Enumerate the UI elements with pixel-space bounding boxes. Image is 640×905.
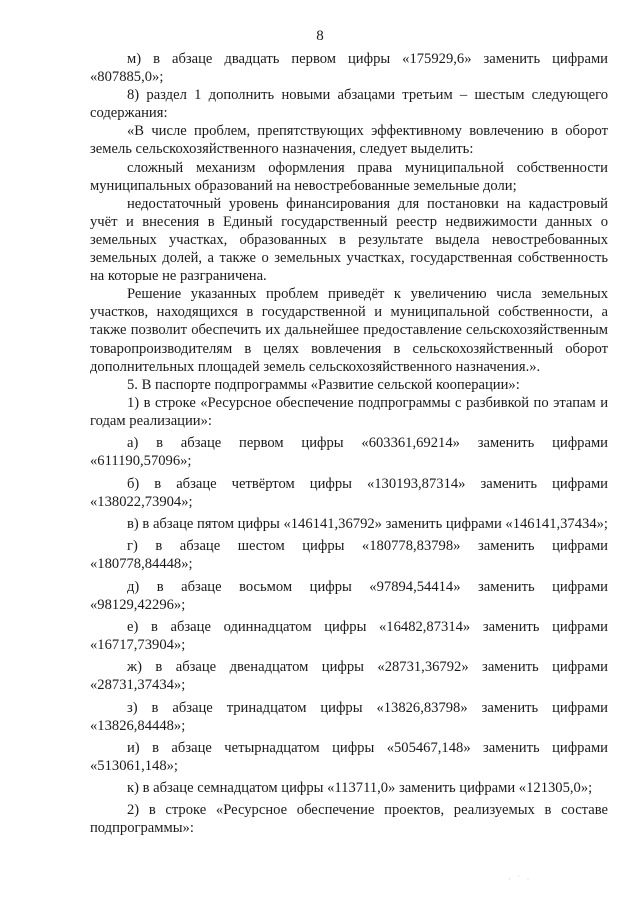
paragraph-item-d: д) в абзаце восьмом цифры «97894,54414» заменить цифрами «98129,42296»; bbox=[90, 578, 608, 613]
paragraph-problem-1: сложный механизм оформления права муниципальной собственности муниципальных образований на невостребованные земельные доли; bbox=[90, 159, 608, 194]
paragraph-item-b: б) в абзаце четвёртом цифры «130193,87314» заменить цифрами «138022,73904»; bbox=[90, 475, 608, 510]
paragraph-item-i: и) в абзаце четырнадцатом цифры «505467,148» заменить цифрами «513061,148»; bbox=[90, 740, 608, 775]
paragraph-item-g: г) в абзаце шестом цифры «180778,83798» заменить цифрами «180778,84448»; bbox=[90, 538, 608, 573]
paragraph-item-z: з) в абзаце тринадцатом цифры «13826,83798» заменить цифрами «13826,84448»; bbox=[90, 699, 608, 734]
page-number: 8 bbox=[316, 28, 324, 44]
paragraph-solution: Решение указанных проблем приведёт к увеличению числа земельных участков, находящихся в государственной и муниципальной собственности, а также позволит обеспечить их дальнейшее предоставление сельскохозяйственным товаропроизводителям в целях вовлечения в сельскохозяйственный оборот дополнительных площадей земель сельскохозяйственного назначения.». bbox=[90, 286, 608, 375]
paragraph-section-5: 5. В паспорте подпрограммы «Развитие сельской кооперации»: bbox=[127, 376, 520, 393]
paragraph-item-zh: ж) в абзаце двенадцатом цифры «28731,36792» заменить цифрами «28731,37434»; bbox=[90, 659, 608, 694]
paragraph-quote-intro: «В числе проблем, препятствующих эффективному вовлечению в оборот земель сельскохозяйственного назначения, следует выделить: bbox=[90, 123, 608, 158]
paragraph-item-1: 1) в строке «Ресурсное обеспечение подпрограммы с разбивкой по этапам и годам реализации»: bbox=[90, 394, 608, 429]
paragraph-item-2: 2) в строке «Ресурсное обеспечение проектов, реализуемых в составе подпрограммы»: bbox=[90, 801, 608, 836]
paragraph-item-k: к) в абзаце семнадцатом цифры «113711,0» заменить цифрами «121305,0»; bbox=[127, 780, 593, 797]
paragraph-item-a: а) в абзаце первом цифры «603361,69214» заменить цифрами «611190,57096»; bbox=[90, 435, 608, 470]
paragraph-item-m: м) в абзаце двадцать первом цифры «175929,6» заменить цифрами «807885,0»; bbox=[90, 51, 608, 86]
paragraph-problem-2: недостаточный уровень финансирования для постановки на кадастровый учёт и внесения в Единый государственный реестр недвижимости данных о земельных участках, образованных в результате выдела невостребованных земельных долей, а также о земельных участках, государственная собственность на которые не разграничена. bbox=[90, 195, 608, 285]
document-body bbox=[90, 50, 608, 837]
paragraph-item-v: в) в абзаце пятом цифры «146141,36792» заменить цифрами «146141,37434»; bbox=[127, 515, 608, 532]
paragraph-item-e: е) в абзаце одиннадцатом цифры «16482,87314» заменить цифрами «16717,73904»; bbox=[90, 618, 608, 654]
paragraph-section-8: 8) раздел 1 дополнить новыми абзацами третьим – шестым следующего содержания: bbox=[90, 87, 608, 122]
scan-noise-mark: · ˙ · bbox=[508, 874, 532, 884]
